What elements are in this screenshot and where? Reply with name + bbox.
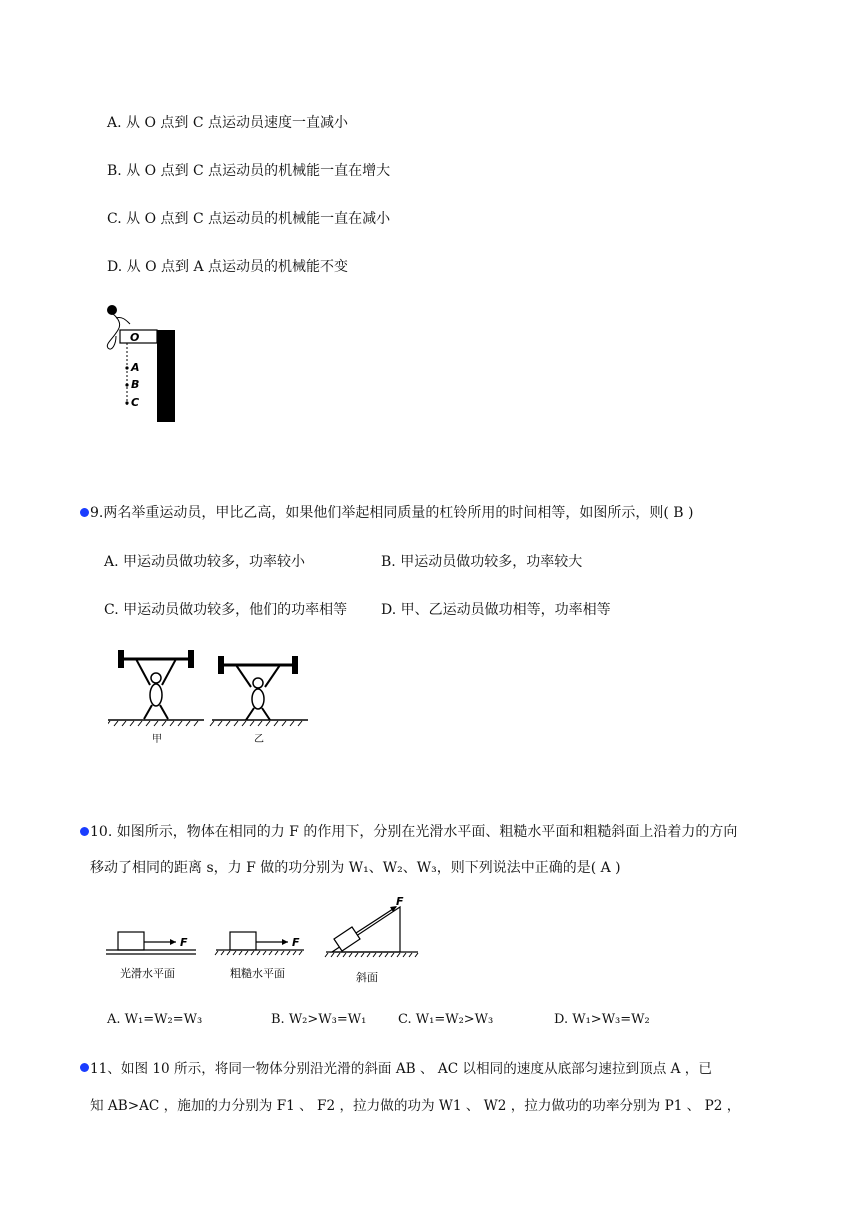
point-c xyxy=(125,401,128,404)
rough-surface-diagram xyxy=(215,932,304,955)
lifter-jia xyxy=(108,650,204,726)
incline-diagram xyxy=(325,895,418,957)
q10-option-d: D. W₁>W₃=W₂ xyxy=(554,1012,650,1027)
label-o: O xyxy=(130,331,140,344)
q9-option-b: B. 甲运动员做功较多，功率较大 xyxy=(381,554,583,570)
q8-option-b: B. 从 O 点到 C 点运动员的机械能一直在增大 xyxy=(107,163,391,179)
label-c: C xyxy=(131,396,140,409)
jumper-head xyxy=(107,305,117,315)
q10-option-a: A. W₁=W₂=W₃ xyxy=(107,1012,203,1027)
label-b: B xyxy=(131,378,140,391)
q10-bullet xyxy=(80,827,89,836)
q9-option-d: D. 甲、乙运动员做功相等，功率相等 xyxy=(381,602,611,618)
q10-option-b: B. W₂>W₃=W₁ xyxy=(271,1012,367,1027)
cliff-wall xyxy=(157,330,175,422)
label-a: A xyxy=(131,361,140,374)
svg-text:F: F xyxy=(180,936,188,949)
svg-text:F: F xyxy=(292,936,300,949)
q9-stem: 9.两名举重运动员，甲比乙高，如果他们举起相同质量的杠铃所用的时间相等，如图所示，则( B ) xyxy=(90,505,694,521)
caption-incline: 斜面 xyxy=(356,971,378,984)
smooth-surface-diagram xyxy=(106,932,196,954)
label-jia: 甲 xyxy=(152,734,162,745)
point-a xyxy=(125,366,128,369)
q9-weightlifters-figure xyxy=(108,645,318,745)
q9-option-c: C. 甲运动员做功较多，他们的功率相等 xyxy=(104,602,348,618)
q8-bungee-figure xyxy=(100,300,190,430)
q11-bullet xyxy=(80,1063,89,1072)
q10-force-figure xyxy=(100,893,430,988)
q9-option-a: A. 甲运动员做功较多，功率较小 xyxy=(104,554,306,570)
q11-stem-line1: 11、如图 10 所示，将同一物体分别沿光滑的斜面 AB 、 AC 以相同的速度从底部匀速拉到顶点 A ，已 xyxy=(90,1061,712,1077)
q8-option-a: A. 从 O 点到 C 点运动员速度一直减小 xyxy=(107,115,349,131)
q8-option-d: D. 从 O 点到 A 点运动员的机械能不变 xyxy=(107,259,349,275)
lifter-yi xyxy=(210,656,308,726)
q8-option-c: C. 从 O 点到 C 点运动员的机械能一直在减小 xyxy=(107,211,391,227)
q9-bullet xyxy=(80,508,89,517)
q10-option-c: C. W₁=W₂>W₃ xyxy=(398,1012,494,1027)
point-b xyxy=(125,383,128,386)
caption-rough: 粗糙水平面 xyxy=(230,967,285,980)
q11-stem-line2: 知 AB>AC ，施加的力分别为 F1 、 F2 ，拉力做的功为 W1 、 W2 ，拉力做功的功率分别为 P1 、 P2 ， xyxy=(90,1098,741,1114)
caption-smooth: 光滑水平面 xyxy=(120,967,175,980)
label-yi: 乙 xyxy=(254,734,264,745)
q10-stem-line2: 移动了相同的距离 s，力 F 做的功分别为 W₁、W₂、W₃，则下列说法中正确的是( A ) xyxy=(90,860,621,876)
q10-stem-line1: 10. 如图所示，物体在相同的力 F 的作用下，分别在光滑水平面、粗糙水平面和粗糙斜面上沿着力的方向 xyxy=(90,824,738,840)
svg-text:F: F xyxy=(396,895,404,908)
